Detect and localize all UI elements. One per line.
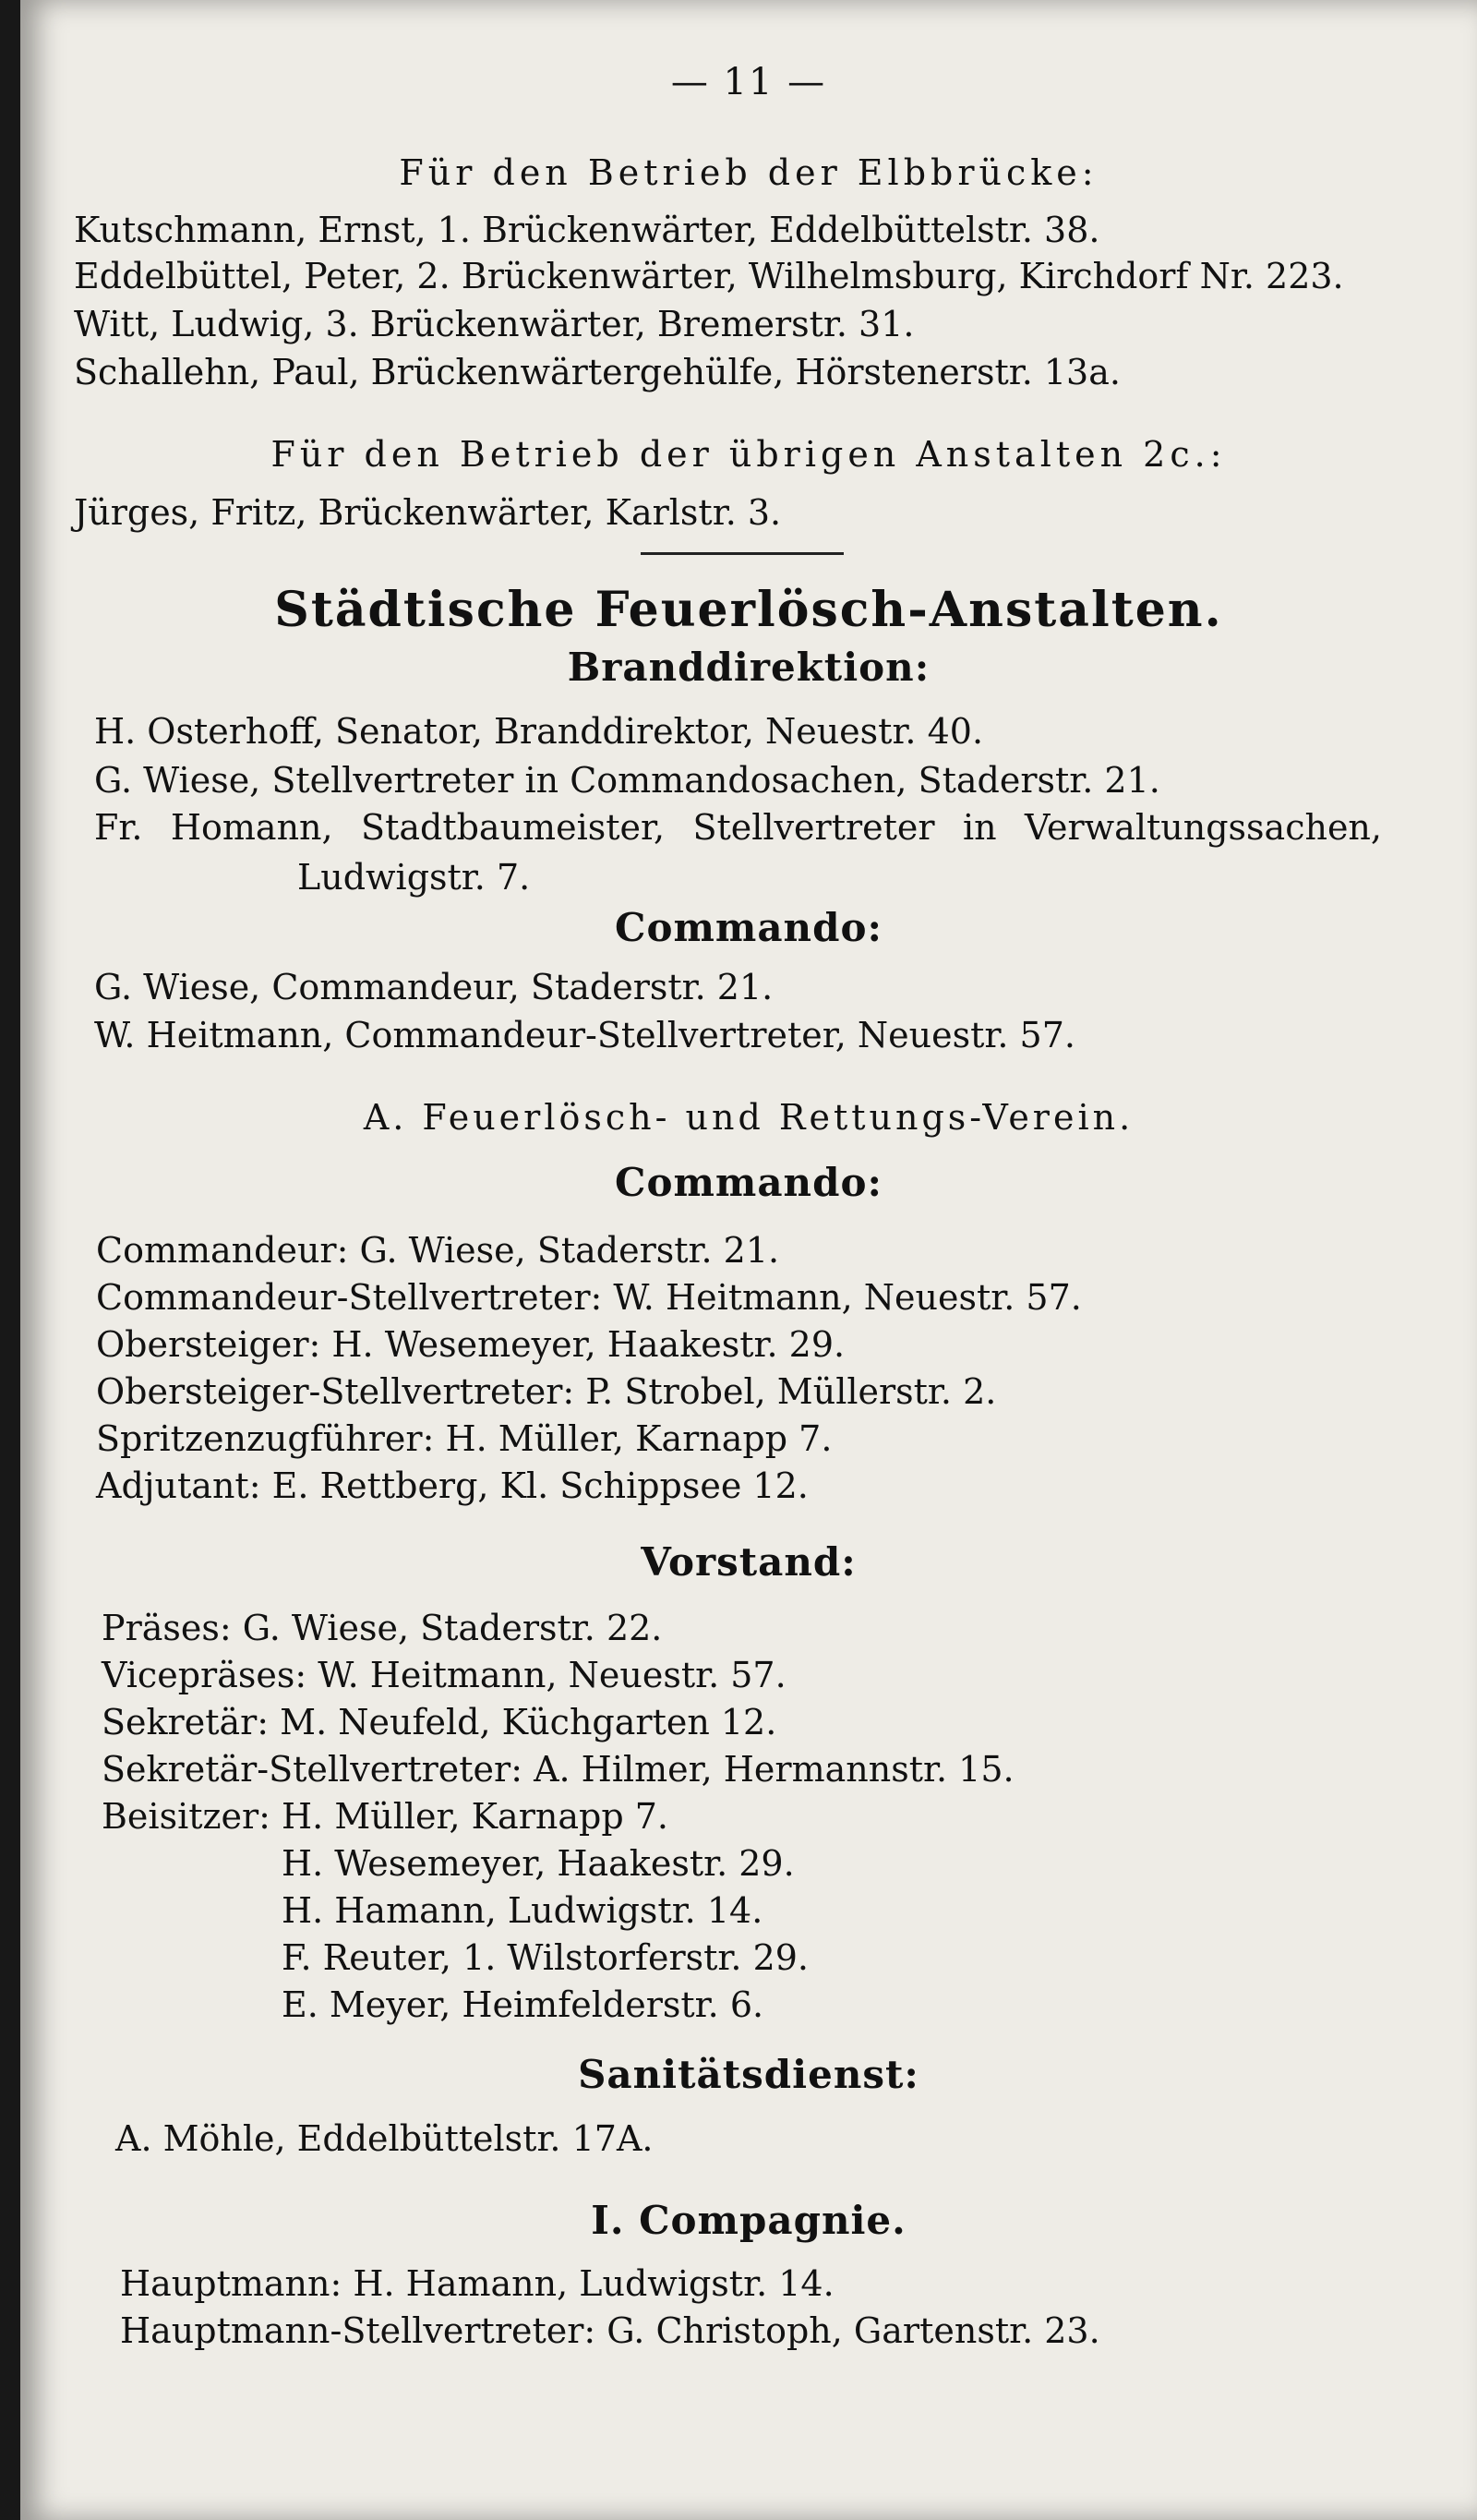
divider-rule xyxy=(641,552,844,555)
entry-line: Hauptmann-Stellvertreter: G. Christoph, Gartenstr. 23. xyxy=(120,2310,1100,2351)
entry-line: Beisitzer: H. Müller, Karnapp 7. xyxy=(102,1796,668,1837)
entry-line: Witt, Ludwig, 3. Brückenwärter, Bremerstr. 31. xyxy=(74,304,915,344)
entry-line: W. Heitmann, Commandeur-Stellvertreter, Neuestr. 57. xyxy=(94,1015,1075,1055)
entry-line: Jürges, Fritz, Brückenwärter, Karlstr. 3. xyxy=(74,492,782,533)
entry-line: H. Osterhoff, Senator, Branddirektor, Neuestr. 40. xyxy=(94,711,984,752)
document-page xyxy=(20,0,1477,2520)
entry-line: Obersteiger: H. Wesemeyer, Haakestr. 29. xyxy=(96,1324,846,1365)
entry-line: A. Möhle, Eddelbüttelstr. 17A. xyxy=(115,2118,654,2159)
feuer-title: Städtische Feuerlösch-Anstalten. xyxy=(274,582,1223,638)
entry-line: Adjutant: E. Rettberg, Kl. Schippsee 12. xyxy=(96,1465,809,1506)
entry-line: Vicepräses: W. Heitmann, Neuestr. 57. xyxy=(102,1655,787,1695)
entry-line-continued: Ludwigstr. 7. xyxy=(297,857,531,898)
compagnie-heading: I. Compagnie. xyxy=(591,2198,907,2243)
commando-heading: Commando: xyxy=(615,905,883,950)
entry-line: Commandeur-Stellvertreter: W. Heitmann, Neuestr. 57. xyxy=(96,1277,1082,1318)
entry-line: Obersteiger-Stellvertreter: P. Strobel, Müllerstr. 2. xyxy=(96,1371,997,1412)
verein-commando-heading: Commando: xyxy=(615,1160,883,1205)
entry-line: G. Wiese, Commandeur, Staderstr. 21. xyxy=(94,967,774,1007)
entry-line-continued: H. Wesemeyer, Haakestr. 29. xyxy=(282,1843,795,1884)
entry-line-continued: F. Reuter, 1. Wilstorferstr. 29. xyxy=(282,1937,810,1978)
entry-line: Eddelbüttel, Peter, 2. Brückenwärter, Wilhelmsburg, Kirchdorf Nr. 223. xyxy=(74,256,1344,296)
entry-line: Präses: G. Wiese, Staderstr. 22. xyxy=(102,1608,663,1648)
entry-line-continued: H. Hamann, Ludwigstr. 14. xyxy=(282,1890,763,1931)
section-heading-elbbruecke: Für den Betrieb der Elbbrücke: xyxy=(399,152,1099,193)
vorstand-heading: Vorstand: xyxy=(641,1539,857,1585)
entry-line: Commandeur: G. Wiese, Staderstr. 21. xyxy=(96,1230,780,1271)
entry-line: G. Wiese, Stellvertreter in Commandosachen, Staderstr. 21. xyxy=(94,760,1160,801)
entry-line: Hauptmann: H. Hamann, Ludwigstr. 14. xyxy=(120,2263,835,2304)
entry-line: Schallehn, Paul, Brückenwärtergehülfe, Hörstenerstr. 13a. xyxy=(74,352,1121,392)
verein-heading: A. Feuerlösch- und Rettungs-Verein. xyxy=(363,1097,1135,1138)
sanitaet-heading: Sanitätsdienst: xyxy=(578,2052,919,2097)
entry-line-continued: E. Meyer, Heimfelderstr. 6. xyxy=(282,1984,764,2025)
entry-line: Sekretär-Stellvertreter: A. Hilmer, Hermannstr. 15. xyxy=(102,1749,1015,1790)
entry-line: Kutschmann, Ernst, 1. Brückenwärter, Eddelbüttelstr. 38. xyxy=(74,210,1100,250)
section-heading-uebrige: Für den Betrieb der übrigen Anstalten 2c.: xyxy=(270,434,1227,475)
branddirektion-heading: Branddirektion: xyxy=(567,645,931,690)
entry-line: Fr. Homann, Stadtbaumeister, Stellvertreter in Verwaltungssachen, xyxy=(94,807,1382,848)
page-number: — 11 — xyxy=(670,61,827,103)
entry-line: Spritzenzugführer: H. Müller, Karnapp 7. xyxy=(96,1418,833,1459)
entry-line: Sekretär: M. Neufeld, Küchgarten 12. xyxy=(102,1702,777,1742)
